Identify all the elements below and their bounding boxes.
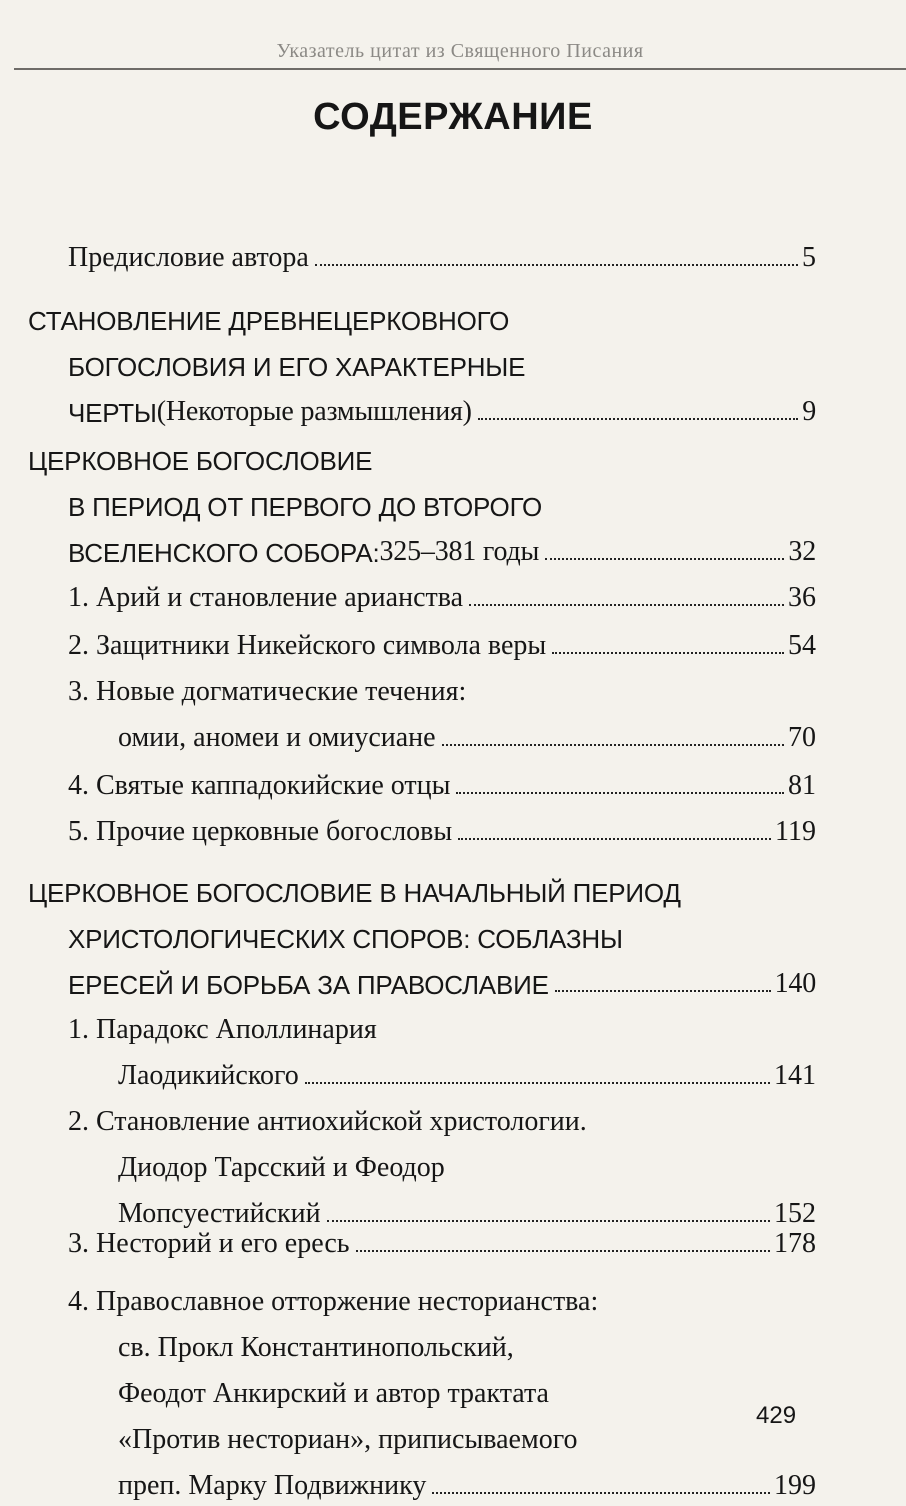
toc-entry-chapter-arius[interactable] [68,566,816,612]
toc-entry-chapter-other-theologians[interactable] [68,800,816,846]
leader-dots [442,744,784,746]
leader-dots [555,990,771,992]
toc-entry-label: Предисловие автора [68,242,309,273]
leader-dots [315,264,798,266]
toc-entry-label: 1. Парадокс Аполлинария [68,1014,377,1045]
toc-entry-chapter-cappadocians[interactable] [68,754,816,800]
toc-entry-section-3[interactable] [28,860,816,1000]
toc-entry-section-2[interactable] [28,428,816,568]
toc-entry-label: св. Прокл Константинопольский, [118,1332,514,1363]
page-title: СОДЕРЖАНИЕ [313,96,593,138]
toc-entry-label: 2. Защитники Никейского символа веры [68,630,547,661]
page-number: 36 [788,582,816,613]
toc-entry-label: ЧЕРТЫ [68,398,157,428]
page-number: 32 [788,536,816,567]
toc-entry-label: В ПЕРИОД ОТ ПЕРВОГО ДО ВТОРОГО [68,492,543,522]
toc-entry-chapter-nicene[interactable] [68,614,816,660]
toc-entry-chapter-apollinaris[interactable] [68,998,816,1091]
page-number: 199 [774,1470,816,1501]
page-number: 5 [802,242,816,273]
toc-entry-chapter-currents[interactable] [68,660,816,753]
toc-entry-label: ВСЕЛЕНСКОГО СОБОРА: [68,538,380,568]
toc-entry-label: омии, аномеи и омиусиане [118,722,436,753]
toc-entry-label: ХРИСТОЛОГИЧЕСКИХ СПОРОВ: СОБЛАЗНЫ [68,924,623,954]
page-number: 81 [788,770,816,801]
header-rule [14,68,906,70]
toc-entry-label: 5. Прочие церковные богословы [68,816,453,847]
toc-entry-label: 4. Православное отторжение несторианства: [68,1286,599,1317]
toc-entry-label: 3. Новые догматические течения: [68,676,467,707]
toc-entry-label: Мопсуестийский [118,1198,321,1229]
page-number: 152 [774,1198,816,1229]
page-number: 70 [788,722,816,753]
page-number: 9 [802,396,816,427]
leader-dots [356,1250,770,1252]
running-head: Указатель цитат из Священного Писания [276,40,644,62]
toc-entry-label: преп. Марку Подвижнику [118,1470,427,1501]
toc-entry-label: 1. Арий и становление арианства [68,582,464,613]
toc-entry-chapter-antiochene[interactable] [68,1090,816,1229]
toc-entry-label: ЕРЕСЕЙ И БОРЬБА ЗА ПРАВОСЛАВИЕ [68,970,549,1000]
toc-entry-label: Феодот Анкирский и автор трактата [118,1378,549,1409]
leader-dots [478,418,798,420]
toc-entry-label: Диодор Тарсский и Феодор [118,1152,445,1183]
page-number: 54 [788,630,816,661]
toc-entry-label: Лаодикийского [118,1060,299,1091]
page-number: 178 [774,1228,816,1259]
toc-entry-subtitle: (Некоторые размышления) [156,396,472,427]
folio-page-number: 429 [756,1402,797,1429]
leader-dots [545,558,784,560]
toc-entry-section-1[interactable] [28,288,816,428]
toc-entry-label: СТАНОВЛЕНИЕ ДРЕВНЕЦЕРКОВНОГО [28,306,510,336]
toc-entry-label: 3. Несторий и его ересь [68,1228,350,1259]
toc-entry-label: ЦЕРКОВНОЕ БОГОСЛОВИЕ [28,446,373,476]
leader-dots [458,838,771,840]
page-number: 141 [774,1060,816,1091]
toc-entry-subtitle: 325–381 годы [379,536,540,567]
toc-entry-label: 2. Становление антиохийской христологии. [68,1106,587,1137]
leader-dots [552,652,784,654]
page-number: 119 [775,816,816,847]
leader-dots [469,604,784,606]
page-number: 140 [774,968,816,999]
toc-entry-label: ЦЕРКОВНОЕ БОГОСЛОВИЕ В НАЧАЛЬНЫЙ ПЕРИОД [28,878,681,908]
leader-dots [432,1492,770,1494]
toc-entry-label: «Против несториан», приписываемого [118,1424,578,1455]
toc-entry-label: 4. Святые каппадокийские отцы [68,770,451,801]
leader-dots [456,792,784,794]
toc-entry-chapter-nestorius[interactable] [68,1212,816,1258]
toc-entry-preface[interactable] [68,226,816,272]
leader-dots [305,1082,770,1084]
toc-entry-label: БОГОСЛОВИЯ И ЕГО ХАРАКТЕРНЫЕ [68,352,526,382]
